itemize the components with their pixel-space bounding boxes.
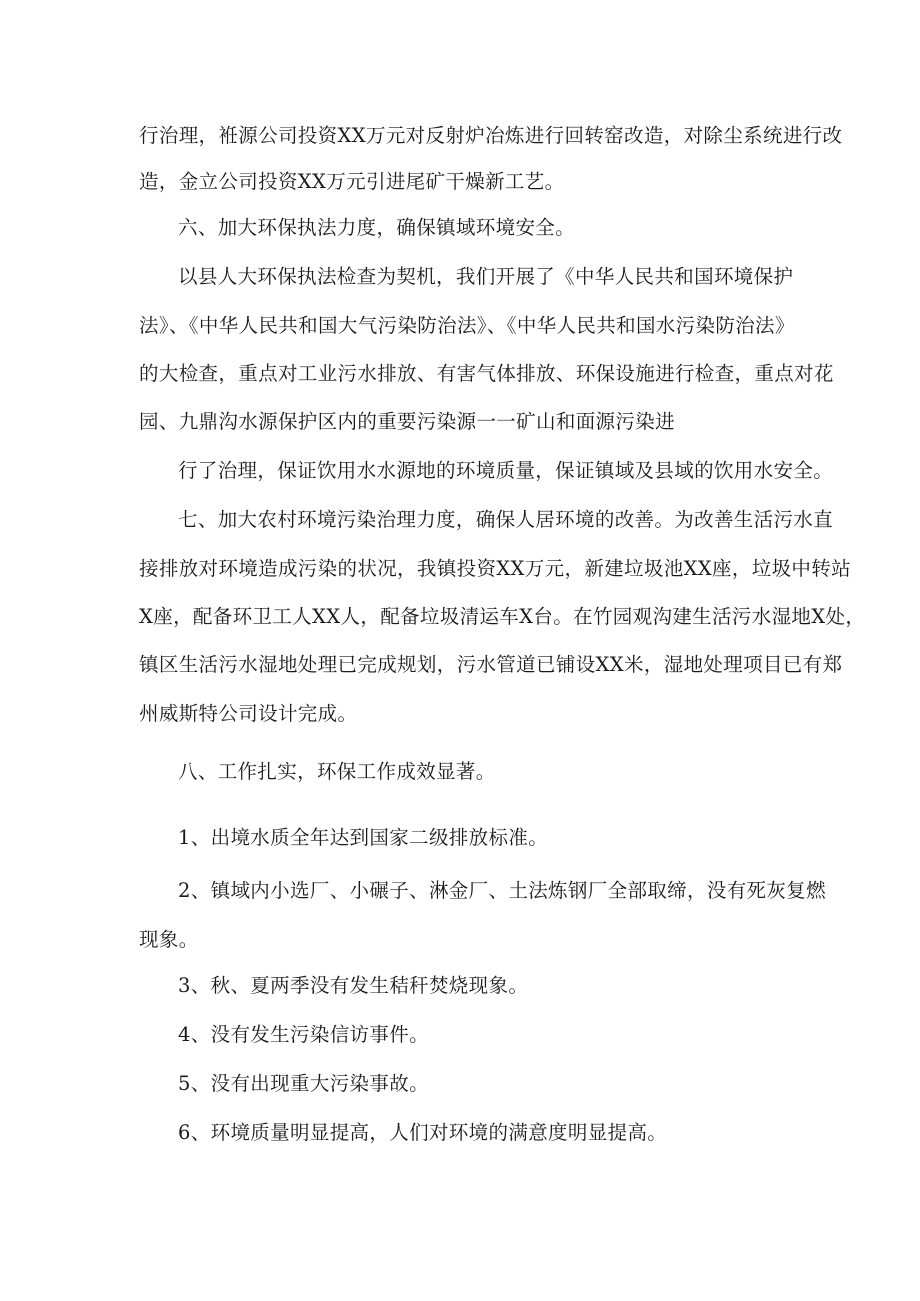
list-item: 2、镇域内小选厂、小碾子、淋金厂、土法炼钢厂全部取缔，没有死灰复燃 xyxy=(178,879,826,902)
paragraph-line: 以县人大环保执法检查为契机，我们开展了《中华人民共和国环境保护 xyxy=(178,265,794,288)
paragraph-line: X座，配备环卫工人XX人，配备垃圾清运车X台。在竹园观沟建生活污水湿地X处， xyxy=(139,605,866,628)
section-heading: 八、工作扎实，环保工作成效显著。 xyxy=(178,760,496,783)
paragraph-line: 园、九鼎沟水源保护区内的重要污染源一一矿山和面源污染进 xyxy=(139,410,675,433)
list-item: 3、秋、夏两季没有发生秸秆焚烧现象。 xyxy=(178,974,529,997)
list-item: 6、环境质量明显提高，人们对环境的满意度明显提高。 xyxy=(178,1121,668,1144)
list-item: 4、没有发生污染信访事件。 xyxy=(178,1023,429,1046)
paragraph-line: 法》、《中华人民共和国大气污染防治法》、《中华人民共和国水污染防治法》 xyxy=(139,314,795,337)
paragraph-line: 的大检查，重点对工业污水排放、有害气体排放、环保设施进行检查，重点对花 xyxy=(139,362,834,385)
paragraph-line: 州威斯特公司设计完成。 xyxy=(139,702,358,725)
section-heading: 七、加大农村环境污染治理力度，确保人居环境的改善。为改善生活污水直 xyxy=(178,508,834,531)
paragraph-line: 行治理，袵源公司投资XX万元对反射炉冶炼进行回转窑改造，对除尘系统进行改 xyxy=(139,124,843,147)
paragraph-line: 接排放对环境造成污染的状况，我镇投资XX万元，新建垃圾池XX座，垃圾中转站 xyxy=(139,557,851,580)
section-heading: 六、加大环保执法力度，确保镇域环境安全。 xyxy=(178,216,576,239)
paragraph-line: 造，金立公司投资XX万元引进尾矿干燥新工艺。 xyxy=(139,170,565,193)
paragraph-line: 镇区生活污水湿地处理已完成规划，污水管道已铺设XX米，湿地处理项目已有郑 xyxy=(139,653,843,676)
list-item-continuation: 现象。 xyxy=(139,928,199,951)
list-item: 1、出境水质全年达到国家二级排放标准。 xyxy=(178,826,549,849)
list-item: 5、没有出现重大污染事故。 xyxy=(178,1072,429,1095)
paragraph-line: 行了治理，保证饮用水水源地的环境质量，保证镇域及县域的饮用水安全。 xyxy=(178,459,834,482)
